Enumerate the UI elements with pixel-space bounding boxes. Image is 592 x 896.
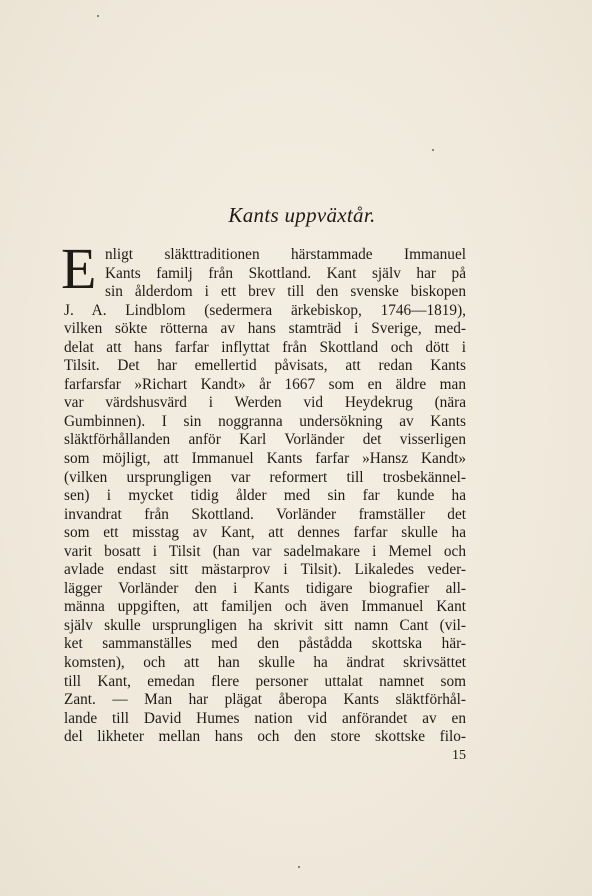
text-line: delat att hans farfar inflyttat från Skottland och dött i <box>64 338 466 356</box>
text-line: männa uppgiften, att familjen och även Immanuel Kant <box>64 598 466 616</box>
text-line: Tilsit. Det har emellertid påvisats, att redan Kants <box>64 357 466 375</box>
text-line: del likheter mellan hans och den store skottske filo- <box>64 728 466 746</box>
text-line: som möjligt, att Immanuel Kants farfar »Hansz Kandt» <box>64 450 466 468</box>
text-line: nligt släkttraditionen härstammade Immanuel <box>105 246 466 263</box>
text-line: avlade endast sitt mästarprov i Tilsit). Likaledes veder- <box>64 561 466 579</box>
text-line: själv skulle ursprungligen ha skrivit sitt namn Cant (vil- <box>64 616 466 634</box>
paper-speck <box>298 866 300 868</box>
text-line: som ett misstag av Kant, att dennes farfar skulle ha <box>64 524 466 542</box>
text-line: Kants familj från Skottland. Kant själv har på <box>105 264 466 282</box>
text-line: sin ålderdom i ett brev till den svenske biskopen <box>105 283 466 301</box>
text-line: (vilken ursprungligen var reformert till trosbekännel- <box>64 468 466 486</box>
page-number: 15 <box>452 748 466 763</box>
text-line: till Kant, emedan flere personer uttalat namnet som <box>64 672 466 690</box>
text-line: invandrat från Skottland. Vorländer framställer det <box>64 505 466 523</box>
text-line: vilken sökte rötterna av hans stamträd i Sverige, med- <box>64 320 466 338</box>
text-line: var värdshusvärd i Werden vid Heydekrug (nära <box>64 394 466 412</box>
text-line: lägger Vorländer den i Kants tidigare biografier all- <box>64 579 466 597</box>
text-line: Gumbinnen). I sin noggranna undersökning av Kants <box>64 412 466 430</box>
paper-speck <box>97 15 99 17</box>
text-line: lande till David Humes nation vid anförandet av en <box>64 709 466 727</box>
chapter-heading: Kants uppväxtår. <box>228 203 376 227</box>
body-text <box>64 246 466 747</box>
text-line: ket sammanställes med den påstådda skottska här- <box>64 635 466 653</box>
text-line: komsten), och att han skulle ha ändrat skrivsättet <box>64 654 466 672</box>
text-line: varit bosatt i Tilsit (han var sadelmakare i Memel och <box>64 542 466 560</box>
text-line: släktförhållanden anför Karl Vorländer det visserligen <box>64 431 466 449</box>
drop-cap: E <box>61 236 97 301</box>
text-line: J. A. Lindblom (sedermera ärkebiskop, 1746—1819), <box>64 301 466 319</box>
paper-speck <box>432 149 434 151</box>
text-line: Zant. — Man har plägat åberopa Kants släktförhål- <box>64 691 466 709</box>
text-line: farfarsfar »Richart Kandt» år 1667 som en äldre man <box>64 375 466 393</box>
text-line: sen) i mycket tidig ålder med sin far kunde ha <box>64 487 466 505</box>
